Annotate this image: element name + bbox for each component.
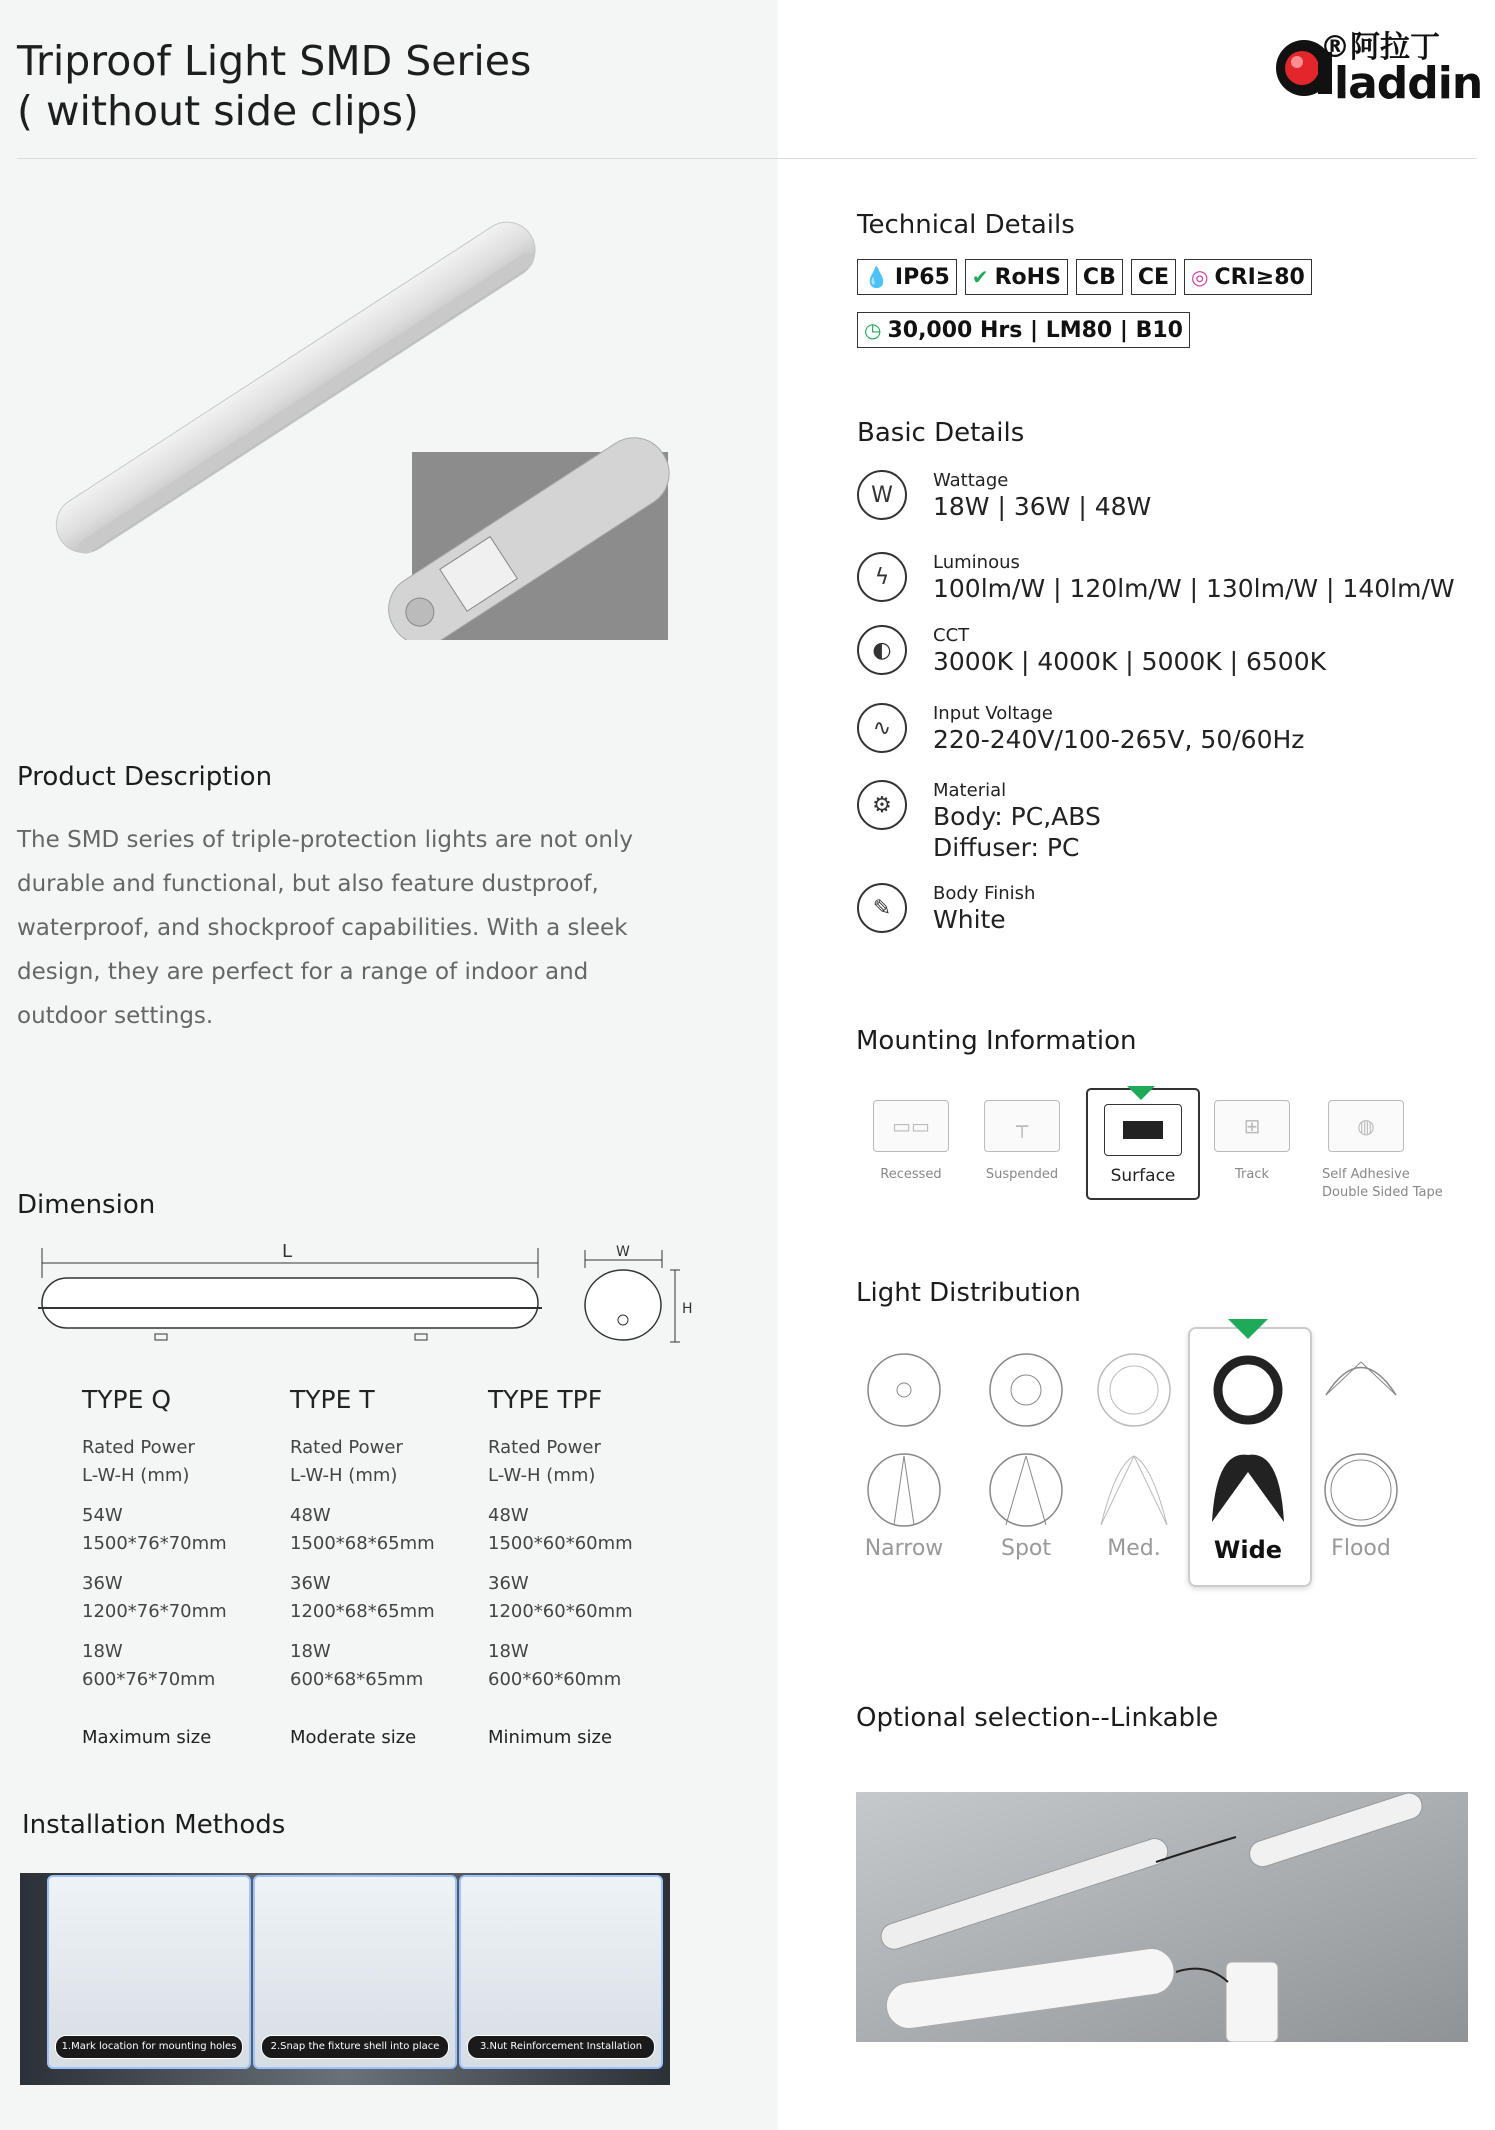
flood-top-icon (1326, 1368, 1396, 1396)
badge-cb: CB (1076, 259, 1123, 295)
distribution-label: Med. (1107, 1536, 1161, 1561)
mount-option-surface (1086, 1088, 1200, 1200)
mount-label: Track (1234, 1167, 1270, 1182)
mounting-heading: Mounting Information (856, 1026, 1137, 1056)
spot-top-icon (990, 1354, 1062, 1426)
installation-heading: Installation Methods (22, 1810, 286, 1840)
installation-step-caption: 1.Mark location for mounting holes (55, 2035, 243, 2059)
type-row-power: 18W (290, 1641, 331, 1662)
badge-ip65: 💧 IP65 (857, 259, 957, 295)
header-divider (17, 158, 1477, 159)
dim-label-h: H (682, 1301, 693, 1317)
basic-label: Material (933, 780, 1007, 801)
type-row-power: 36W (82, 1573, 123, 1594)
type-note: Maximum size (82, 1727, 212, 1748)
basic-item-finish (857, 883, 1035, 935)
badge-rohs: ✔ RoHS (965, 259, 1068, 295)
track-icon: ⊞ (1214, 1100, 1290, 1152)
type-row-size: 1200*68*65mm (290, 1601, 435, 1622)
basic-value: 3000K | 4000K | 5000K | 6500K (933, 647, 1327, 676)
title-line-1: Triproof Light SMD Series (17, 37, 532, 85)
type-t-column (290, 1385, 490, 1752)
distribution-label: Spot (1000, 1536, 1051, 1561)
type-header-lwh: L-W-H (mm) (290, 1465, 398, 1486)
distribution-narrow (854, 1530, 954, 1561)
distribution-label: Wide (1213, 1536, 1283, 1564)
mount-label: Suspended (985, 1167, 1059, 1182)
installation-step-2 (253, 1875, 457, 2069)
lightning-icon: ϟ (857, 552, 907, 602)
mount-label: Self Adhesive Double Sided Tape (1322, 1167, 1443, 1200)
badge-ce: CE (1131, 259, 1176, 295)
color-wheel-icon: ◎ (1191, 265, 1209, 289)
type-header-power: Rated Power (488, 1437, 601, 1458)
basic-label: Body Finish (933, 883, 1036, 904)
distribution-med (1084, 1530, 1184, 1561)
check-leaf-icon: ✔ (971, 265, 989, 289)
wide-beam-icon (1212, 1455, 1284, 1522)
dimension-heading: Dimension (17, 1190, 156, 1220)
narrow-top-icon (868, 1354, 940, 1426)
dim-label-l: L (282, 1241, 293, 1262)
recessed-icon: ▭▭ (873, 1100, 949, 1152)
mount-label: Surface (1110, 1166, 1176, 1186)
product-image (40, 200, 680, 640)
flood-beam-icon (1325, 1454, 1397, 1526)
type-row-size: 1500*60*60mm (488, 1533, 633, 1554)
clock-icon: ◷ (864, 318, 882, 342)
distribution-flood (1311, 1530, 1411, 1561)
installation-step-caption: 3.Nut Reinforcement Installation (467, 2035, 655, 2059)
mount-option-recessed (871, 1100, 951, 1184)
basic-item-cct (857, 625, 1326, 677)
wide-top-icon (1218, 1360, 1278, 1420)
type-row-power: 18W (82, 1641, 123, 1662)
type-row-size: 600*60*60mm (488, 1669, 622, 1690)
mount-option-tape (1322, 1100, 1452, 1202)
type-row-power: 54W (82, 1505, 123, 1526)
page-title (17, 36, 531, 136)
type-header-lwh: L-W-H (mm) (82, 1465, 190, 1486)
material-icon: ⚙ (857, 780, 907, 830)
water-drop-icon: 💧 (864, 265, 889, 289)
dimension-drawing (30, 1238, 700, 1358)
wattage-icon: W (857, 470, 907, 520)
basic-value: White (933, 905, 1006, 934)
type-header-power: Rated Power (82, 1437, 195, 1458)
lifetime-badge (857, 312, 1198, 348)
distribution-spot (976, 1530, 1076, 1561)
type-note: Minimum size (488, 1727, 613, 1748)
basic-label: Wattage (933, 470, 1009, 491)
suspended-icon: ┬ (984, 1100, 1060, 1152)
basic-value: 18W | 36W | 48W (933, 492, 1152, 521)
type-row-size: 1200*60*60mm (488, 1601, 633, 1622)
basic-item-voltage (857, 703, 1304, 755)
type-row-size: 1500*76*70mm (82, 1533, 227, 1554)
thermometer-icon: ◐ (857, 625, 907, 675)
type-row-size: 1500*68*65mm (290, 1533, 435, 1554)
distribution-icons (856, 1340, 1416, 1550)
linkable-product-image (856, 1792, 1468, 2042)
basic-label: Luminous (933, 552, 1020, 573)
basic-value: 220-240V/100-265V, 50/60Hz (933, 725, 1305, 754)
type-note: Moderate size (290, 1727, 417, 1748)
installation-step-1 (47, 1875, 251, 2069)
installation-step-3 (459, 1875, 663, 2069)
basic-value: Diffuser: PC (933, 833, 1080, 862)
type-row-power: 18W (488, 1641, 529, 1662)
type-row-size: 1200*76*70mm (82, 1601, 227, 1622)
installation-step-caption: 2.Snap the fixture shell into place (261, 2035, 449, 2059)
type-row-size: 600*76*70mm (82, 1669, 216, 1690)
distribution-wide (1198, 1530, 1298, 1564)
badge-cri: ◎ CRI≥80 (1184, 259, 1312, 295)
tape-icon: ◍ (1328, 1100, 1404, 1152)
optional-heading: Optional selection--Linkable (856, 1703, 1219, 1733)
type-header-power: Rated Power (290, 1437, 403, 1458)
type-row-power: 36W (290, 1573, 331, 1594)
paintbrush-icon: ✎ (857, 883, 907, 933)
type-row-power: 48W (290, 1505, 331, 1526)
dim-label-w: W (616, 1244, 630, 1260)
surface-icon (1104, 1104, 1182, 1156)
type-header-lwh: L-W-H (mm) (488, 1465, 596, 1486)
basic-item-luminous (857, 552, 1455, 604)
narrow-beam-icon (868, 1454, 940, 1526)
type-name: TYPE TPF (488, 1385, 603, 1414)
spot-beam-icon (990, 1454, 1062, 1526)
basic-heading: Basic Details (857, 418, 1025, 448)
certification-badges (857, 259, 1320, 295)
description-text: The SMD series of triple-protection lights are not only durable and functional, but also feature dustproof, waterproof, and shockproof capabilities. With a sleek design, they are perfect for a range of indoor and outdoor settings. (17, 827, 633, 1029)
basic-label: Input Voltage (933, 703, 1053, 724)
logo-wordmark: laddin (1334, 58, 1483, 109)
basic-item-wattage (857, 470, 1151, 522)
type-row-size: 600*68*65mm (290, 1669, 424, 1690)
type-name: TYPE Q (82, 1385, 172, 1414)
title-line-2: ( without side clips) (17, 87, 419, 135)
selected-arrow-icon (1228, 1319, 1268, 1339)
description-heading: Product Description (17, 762, 273, 792)
distribution-label: Narrow (864, 1536, 944, 1561)
mount-label: Recessed (880, 1167, 942, 1182)
basic-value: Body: PC,ABS (933, 802, 1101, 831)
type-q-column (82, 1385, 282, 1752)
type-row-power: 36W (488, 1573, 529, 1594)
basic-label: CCT (933, 625, 970, 646)
lifetime-text: 30,000 Hrs | LM80 | B10 (887, 317, 1183, 343)
basic-value: 100lm/W | 120lm/W | 130lm/W | 140lm/W (933, 574, 1455, 603)
mount-option-suspended (982, 1100, 1062, 1184)
type-tpf-column (488, 1385, 688, 1752)
selected-arrow-icon (1127, 1086, 1155, 1100)
med-top-icon (1098, 1354, 1170, 1426)
distribution-heading: Light Distribution (856, 1278, 1081, 1308)
type-name: TYPE T (290, 1385, 375, 1414)
basic-item-material (857, 780, 1101, 863)
technical-heading: Technical Details (857, 210, 1075, 240)
mount-option-track (1212, 1100, 1292, 1184)
brand-logo (1272, 20, 1483, 110)
voltage-icon: ∿ (857, 703, 907, 753)
type-row-power: 48W (488, 1505, 529, 1526)
distribution-label: Flood (1331, 1536, 1391, 1561)
logo-chinese: ®阿拉丁 (1320, 30, 1440, 65)
